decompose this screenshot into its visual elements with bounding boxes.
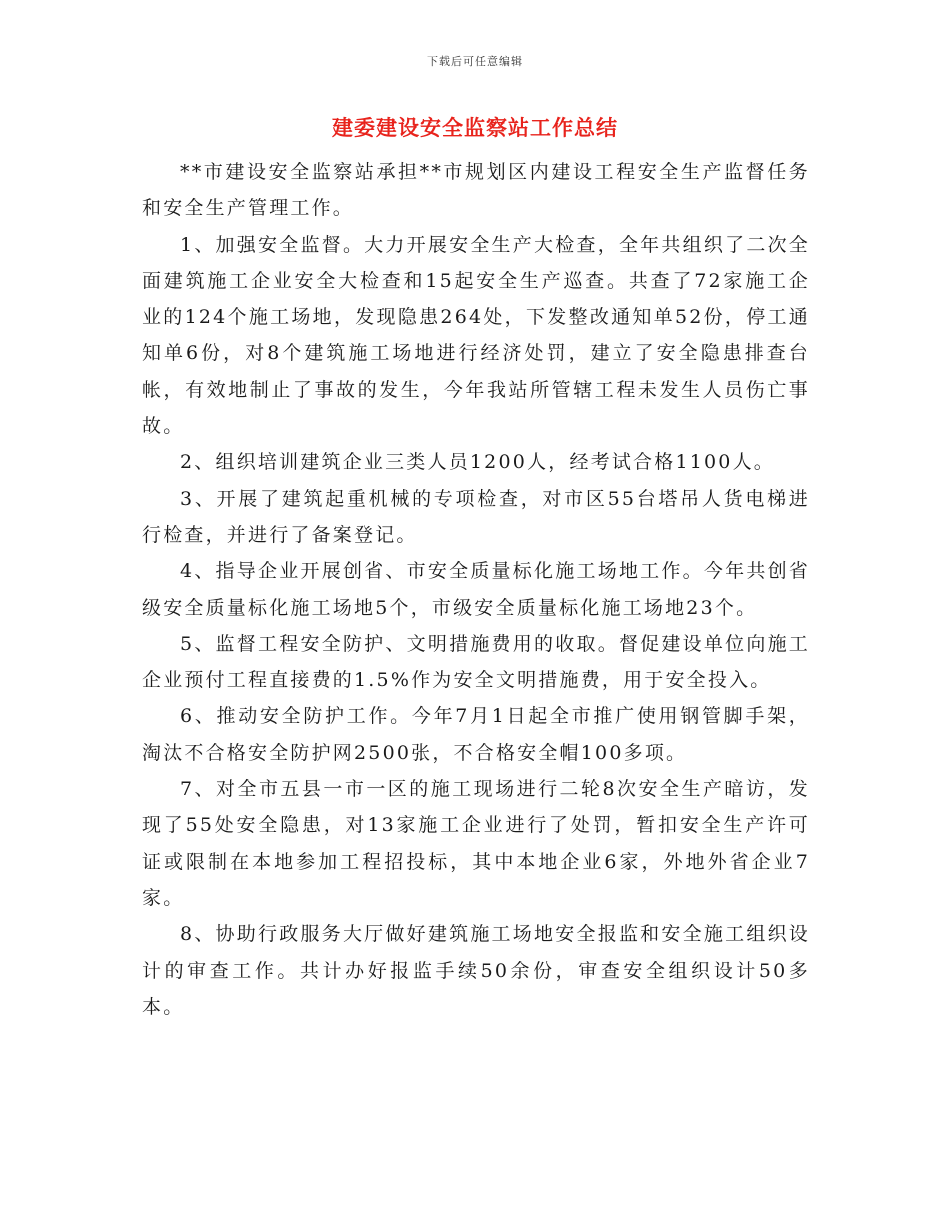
paragraph-item-3: 3、开展了建筑起重机械的专项检查，对市区55台塔吊人货电梯进行检查，并进行了备案登记。: [142, 487, 810, 546]
paragraph-item-4: 4、指导企业开展创省、市安全质量标化施工场地工作。今年共创省级安全质量标化施工场地5个，市级安全质量标化施工场地23个。: [142, 560, 810, 619]
paragraph-item-6: 6、推动安全防护工作。今年7月1日起全市推广使用钢管脚手架，淘汰不合格安全防护网2500张，不合格安全帽100多项。: [142, 705, 810, 764]
header-note: 下载后可任意编辑: [427, 55, 523, 68]
paragraph-item-5: 5、监督工程安全防护、文明措施费用的收取。督促建设单位向施工企业预付工程直接费的1.5%作为安全文明措施费，用于安全投入。: [142, 632, 810, 692]
paragraph-intro: **市建设安全监察站承担**市规划区内建设工程安全生产监督任务和安全生产管理工作。: [142, 161, 810, 220]
paragraph-item-7: 7、对全市五县一市一区的施工现场进行二轮8次安全生产暗访，发现了55处安全隐患，对13家施工企业进行了处罚，暂扣安全生产许可证或限制在本地参加工程招投标，其中本地企业6家，外地外省企业7家。: [142, 778, 810, 909]
document-title: 建委建设安全监察站工作总结: [332, 115, 618, 140]
paragraph-item-8: 8、协助行政服务大厅做好建筑施工场地安全报监和安全施工组织设计的审查工作。共计办好报监手续50余份，审查安全组织设计50多本。: [142, 923, 810, 1018]
document-body: [142, 154, 810, 1025]
paragraph-item-2: 2、组织培训建筑企业三类人员1200人，经考试合格1100人。: [180, 451, 775, 474]
paragraph-item-1: 1、加强安全监督。大力开展安全生产大检查，全年共组织了二次全面建筑施工企业安全大检查和15起安全生产巡查。共查了72家施工企业的124个施工场地，发现隐患264处，下发整改通知单52份，停工通知单6份，对8个建筑施工场地进行经济处罚，建立了安全隐患排查台帐，有效地制止了事故的发生，今年我站所管辖工程未发生人员伤亡事故。: [142, 233, 810, 438]
